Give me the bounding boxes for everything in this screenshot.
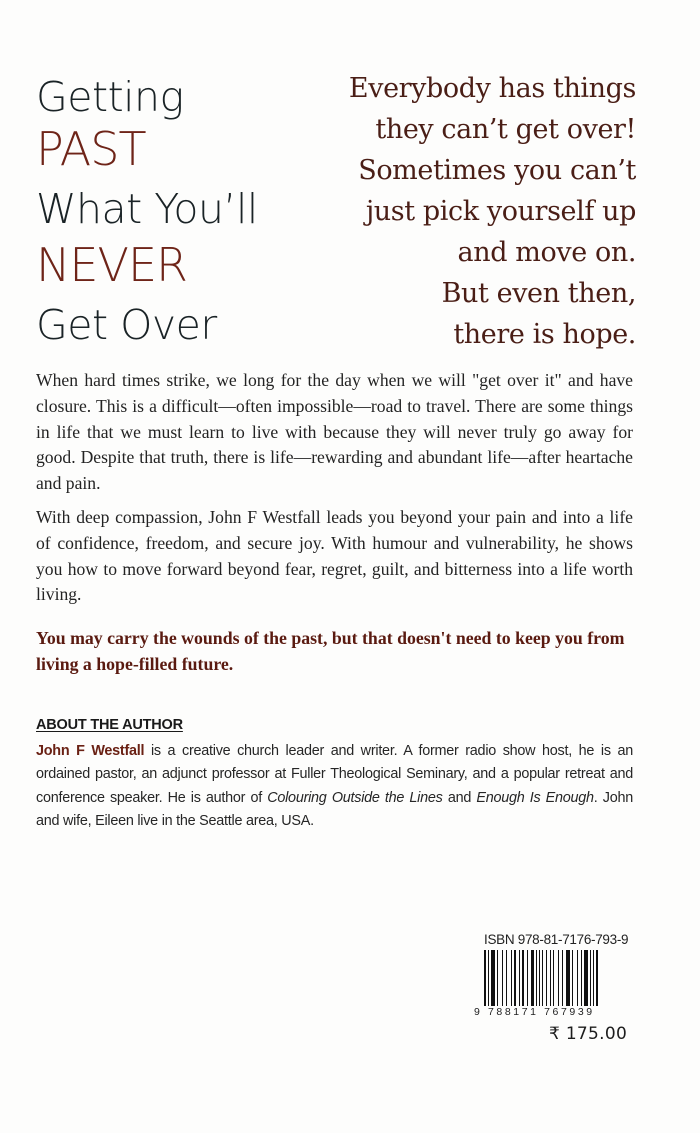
about-author-text bbox=[36, 740, 633, 834]
book-title-enough: Enough Is Enough bbox=[476, 789, 594, 806]
highlight-statement: You may carry the wounds of the past, but that doesn't need to keep you from living a hope-filled future. bbox=[36, 628, 625, 674]
tagline-line: there is hope. bbox=[453, 319, 636, 350]
tagline-line: But even then, bbox=[441, 278, 636, 309]
title-line-getting: Getting bbox=[36, 73, 184, 121]
book-title-colouring: Colouring Outside the Lines bbox=[267, 789, 443, 806]
isbn-label: ISBN 978-81-7176-793-9 bbox=[484, 932, 629, 947]
about-text-part: is a creative church leader and writer. A former radio show host, he is an ordained pastor, an adjunct professor at Fuller Theological Seminary, and a popular retreat and conference speaker. He is author of bbox=[36, 743, 633, 806]
description-paragraph-2: With deep compassion, John F Westfall leads you beyond your pain and into a life of confidence, freedom, and secure joy. With humour and vulnerability, he shows you how to move forward beyond fear, regret, guilt, and bitterness into a life worth living. bbox=[36, 506, 633, 605]
tagline-line: Sometimes you can’t bbox=[358, 155, 636, 186]
about-text-part: and bbox=[442, 789, 477, 806]
tagline-line: they can’t get over! bbox=[375, 114, 636, 145]
tagline-line: and move on. bbox=[457, 237, 636, 268]
title-line-never: NEVER bbox=[36, 238, 187, 292]
title-line-get-over: Get Over bbox=[36, 301, 217, 349]
about-text-part: . John and wife, Eileen live in the Seattle area, USA. bbox=[36, 789, 634, 830]
description bbox=[36, 368, 633, 616]
description-paragraph-1: When hard times strike, we long for the day when we will "get over it" and have closure. This is a difficult—often impossible—road to travel. There are some things in life that we must learn to live with because they will never truly go away for good. Despite that truth, there is life—rewarding and abundant life—after heartache and pain. bbox=[36, 370, 633, 494]
tagline-line: just pick yourself up bbox=[365, 196, 636, 227]
title-line-what-youll: What You’ll bbox=[36, 185, 258, 233]
barcode-icon bbox=[484, 950, 626, 1006]
tagline-line: Everybody has things bbox=[348, 73, 636, 104]
author-name: John F Westfall bbox=[36, 743, 145, 759]
tagline bbox=[266, 68, 636, 355]
title-line-past: PAST bbox=[36, 122, 146, 176]
about-author-heading: ABOUT THE AUTHOR bbox=[36, 717, 183, 733]
price: ₹ 175.00 bbox=[549, 1024, 628, 1044]
barcode-digits: 9 788171 767939 bbox=[474, 1006, 595, 1018]
